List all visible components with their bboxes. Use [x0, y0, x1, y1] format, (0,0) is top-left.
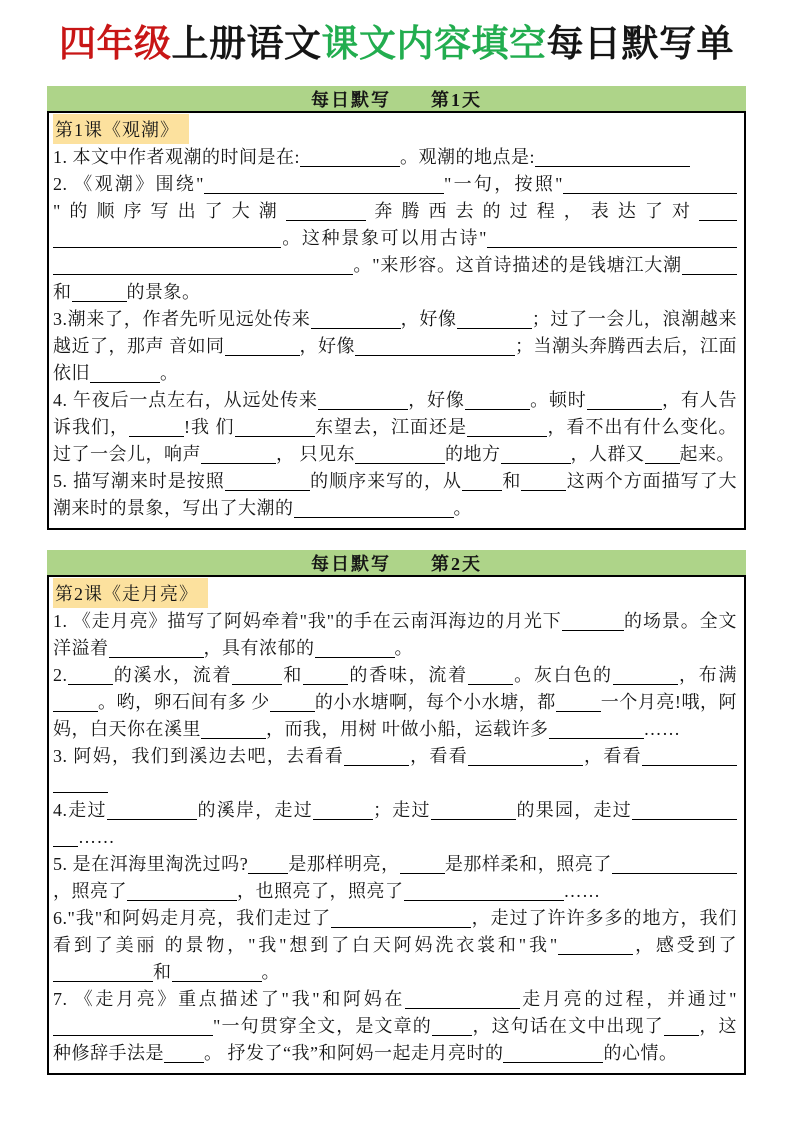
- question-text: 走月亮的过程，并通过": [520, 989, 737, 1010]
- question-text: 这两个方面描写了大潮来时的景象，写出了大潮的: [53, 471, 738, 519]
- answer-blank: [235, 419, 315, 437]
- answer-blank: [457, 311, 532, 329]
- answer-blank: [313, 802, 373, 820]
- answer-blank: [225, 338, 300, 356]
- lesson-title: 第1课《观潮》: [53, 114, 189, 144]
- answer-blank: [632, 802, 737, 820]
- answer-blank: [248, 856, 288, 874]
- question-text: ，好像: [407, 390, 465, 411]
- answer-blank: [204, 176, 444, 194]
- question-paragraph: [53, 797, 737, 851]
- title-segment: 四年级: [59, 24, 172, 65]
- title-segment: 课文内容填空: [321, 24, 547, 65]
- question-text: 和: [153, 962, 172, 983]
- question-text: 1. 本文中作者观潮的时间是在:: [53, 147, 300, 168]
- question-text: 的地方: [445, 444, 501, 465]
- question-text: 的顺序来写的，从: [309, 471, 462, 492]
- question-text: 是那样柔和，照亮了: [444, 854, 613, 875]
- answer-blank: [625, 176, 737, 194]
- question-text: 。: [160, 363, 179, 384]
- answer-blank: [53, 230, 281, 248]
- question-text: "一句，按照": [443, 174, 563, 195]
- answer-blank: [405, 991, 520, 1009]
- day-number: 第1天: [431, 89, 482, 110]
- answer-blank: [164, 1045, 204, 1063]
- day-header-label: 每日默写: [311, 89, 391, 110]
- day-section: [47, 550, 746, 1075]
- answer-blank: [270, 694, 315, 712]
- question-text: ；过了一会儿，浪潮越来越近了，那声 音如同: [53, 309, 738, 357]
- answer-blank: [315, 640, 395, 658]
- question-text: 的溪水，流着: [112, 665, 233, 686]
- question-paragraph: [53, 986, 737, 1067]
- answer-blank: [129, 419, 184, 437]
- question-text: ，照亮了: [53, 881, 127, 902]
- answer-blank: [127, 883, 237, 901]
- question-paragraph: [53, 144, 737, 171]
- answer-blank: [53, 964, 153, 982]
- answer-blank: [355, 446, 445, 464]
- question-paragraph: [53, 171, 737, 306]
- answer-blank: [521, 473, 566, 491]
- question-text: 4. 午夜后一点左右，从远处传来: [53, 390, 318, 411]
- question-text: ，好像: [400, 309, 457, 330]
- question-text: ， 只见东: [276, 444, 355, 465]
- answer-blank: [468, 748, 583, 766]
- answer-blank: [303, 667, 348, 685]
- answer-blank: [311, 311, 401, 329]
- answer-blank: [294, 500, 454, 518]
- question-text: 。灰白色的: [512, 665, 613, 686]
- question-text: 的溪岸，走过: [196, 800, 313, 821]
- answer-blank: [642, 748, 737, 766]
- question-paragraph: [53, 387, 737, 468]
- answer-blank: [535, 149, 690, 167]
- question-text: ……: [78, 827, 115, 848]
- question-text: 6."我"和阿妈走月亮，我们走过了: [53, 908, 332, 929]
- answer-blank: [201, 721, 266, 739]
- question-text: "一句贯穿全文，是文章的: [213, 1016, 432, 1037]
- answer-blank: [664, 1018, 699, 1036]
- question-text: ，具有浓郁的: [203, 638, 315, 659]
- answer-blank: [613, 667, 678, 685]
- question-text: 7. 《走月亮》重点描述了"我"和阿妈在: [53, 989, 406, 1010]
- answer-blank: [462, 473, 502, 491]
- question-paragraph: [53, 905, 737, 986]
- question-text: 。哟，卵石间有多 少: [98, 692, 270, 713]
- question-text: 5. 描写潮来时是按照: [53, 471, 225, 492]
- question-text: 和: [282, 665, 304, 686]
- answer-blank: [699, 203, 737, 221]
- answer-blank: [53, 775, 108, 793]
- answer-blank: [467, 419, 547, 437]
- answer-blank: [232, 667, 282, 685]
- question-text: 。: [453, 498, 472, 519]
- question-text: 的香味，流着: [348, 665, 468, 686]
- question-text: ，看看: [409, 746, 469, 767]
- question-text: ；走过: [373, 800, 431, 821]
- answer-blank: [53, 1018, 213, 1036]
- question-text: ……: [563, 881, 601, 902]
- answer-blank: [109, 640, 204, 658]
- day-header-label: 每日默写: [311, 553, 391, 574]
- answer-blank: [432, 1018, 472, 1036]
- question-paragraph: [53, 743, 737, 797]
- question-text: 的心情。: [603, 1043, 678, 1064]
- lesson-title: 第2课《走月亮》: [53, 578, 208, 608]
- answer-blank: [201, 446, 276, 464]
- lesson-title-row: [53, 113, 737, 144]
- question-text: 。: [261, 962, 280, 983]
- answer-blank: [562, 613, 624, 631]
- question-text: ，走过了许许多多的地方，我们看到了美丽 的景物，"我"想到了白天阿妈洗衣裳和"我": [53, 908, 737, 956]
- question-text: 3.潮来了，作者先听见远处传来: [53, 309, 311, 330]
- question-text: 一个月亮!哦，阿妈，白天你在溪里: [53, 692, 738, 740]
- answer-blank: [682, 257, 737, 275]
- question-text: 起来。: [679, 444, 735, 465]
- question-text: 。这种景象可以用古诗": [281, 228, 487, 249]
- answer-blank: [549, 721, 644, 739]
- answer-blank: [563, 176, 625, 194]
- question-text: ，好像: [299, 336, 355, 357]
- question-text: 。观潮的地点是:: [400, 147, 536, 168]
- answer-blank: [53, 829, 78, 847]
- question-text: ，这种修辞手法是: [53, 1016, 738, 1064]
- section-list: [0, 86, 793, 1075]
- answer-blank: [468, 667, 513, 685]
- question-text: !我 们: [184, 417, 235, 438]
- question-text: 4.走过: [53, 800, 107, 821]
- question-text: ，而我，用树 叶做小船，运载许多: [266, 719, 549, 740]
- answer-blank: [712, 856, 737, 874]
- question-text: 和: [53, 282, 72, 303]
- question-text: ，有人告诉我们，: [53, 390, 738, 438]
- answer-blank: [286, 203, 366, 221]
- question-text: 东望去，江面还是: [314, 417, 467, 438]
- question-text: 的小水塘啊，每个小水塘，都: [314, 692, 556, 713]
- answer-blank: [53, 257, 353, 275]
- content-box: [47, 111, 746, 530]
- question-text: ，看看: [583, 746, 643, 767]
- day-header: [47, 86, 746, 111]
- question-text: ，这句话在文中出现了: [471, 1016, 664, 1037]
- question-text: 的场景。全文洋溢着: [53, 611, 738, 659]
- question-text: 的景象。: [126, 282, 201, 303]
- answer-blank: [501, 446, 571, 464]
- day-section: [47, 86, 746, 530]
- question-paragraph: [53, 306, 737, 387]
- question-paragraph: [53, 851, 737, 905]
- question-text: ，感受到了: [632, 935, 738, 956]
- question-text: 的果园，走过: [515, 800, 632, 821]
- question-text: 3. 阿妈，我们到溪边去吧，去看看: [53, 746, 345, 767]
- answer-blank: [404, 883, 564, 901]
- question-text: 。: [394, 638, 413, 659]
- answer-blank: [53, 694, 98, 712]
- answer-blank: [300, 149, 400, 167]
- answer-blank: [225, 473, 310, 491]
- question-list: [53, 608, 737, 1067]
- question-text: 。 抒发了“我”和阿妈一起走月亮时的: [204, 1043, 504, 1064]
- question-text: 是那样明亮，: [288, 854, 400, 875]
- answer-blank: [465, 392, 530, 410]
- answer-blank: [487, 230, 737, 248]
- answer-blank: [355, 338, 515, 356]
- answer-blank: [331, 910, 471, 928]
- answer-blank: [318, 392, 408, 410]
- question-list: [53, 144, 737, 522]
- question-text: "的顺序写出了大潮: [53, 201, 286, 222]
- question-text: 2. 《观潮》围绕": [53, 174, 204, 195]
- question-text: 。顿时: [529, 390, 587, 411]
- question-text: 2.: [53, 665, 68, 686]
- answer-blank: [612, 856, 712, 874]
- answer-blank: [68, 667, 113, 685]
- answer-blank: [72, 284, 127, 302]
- lesson-title-row: [53, 577, 737, 608]
- question-text: 5. 是在洱海里淘洗过吗?: [53, 854, 249, 875]
- question-text: ，看不出有什么变化。过了一会儿，响声: [53, 417, 737, 465]
- title-segment: 每日默写单: [546, 24, 734, 65]
- question-text: ……: [643, 719, 681, 740]
- answer-blank: [558, 937, 633, 955]
- answer-blank: [344, 748, 409, 766]
- question-text: 奔腾西去的过程，表达了对: [365, 201, 700, 222]
- answer-blank: [503, 1045, 603, 1063]
- question-text: ；当潮头奔腾西去后，江面依旧: [53, 336, 737, 384]
- day-number: 第2天: [431, 553, 482, 574]
- answer-blank: [645, 446, 680, 464]
- question-text: ，布满: [677, 665, 738, 686]
- title-segment: 上册语文: [171, 24, 322, 65]
- question-text: ，人群又: [570, 444, 645, 465]
- answer-blank: [90, 365, 160, 383]
- page-title: [0, 22, 793, 68]
- question-text: ，也照亮了，照亮了: [237, 881, 404, 902]
- answer-blank: [556, 694, 601, 712]
- answer-blank: [587, 392, 662, 410]
- question-paragraph: [53, 608, 737, 662]
- answer-blank: [107, 802, 197, 820]
- content-box: [47, 575, 746, 1075]
- question-text: 和: [501, 471, 522, 492]
- question-paragraph: [53, 468, 737, 522]
- day-header: [47, 550, 746, 575]
- answer-blank: [431, 802, 516, 820]
- answer-blank: [172, 964, 262, 982]
- question-paragraph: [53, 662, 737, 743]
- answer-blank: [400, 856, 445, 874]
- question-text: 。"来形容。这首诗描述的是钱塘江大潮: [353, 255, 682, 276]
- question-text: 1. 《走月亮》描写了阿妈牵着"我"的手在云南洱海边的月光下: [53, 611, 562, 632]
